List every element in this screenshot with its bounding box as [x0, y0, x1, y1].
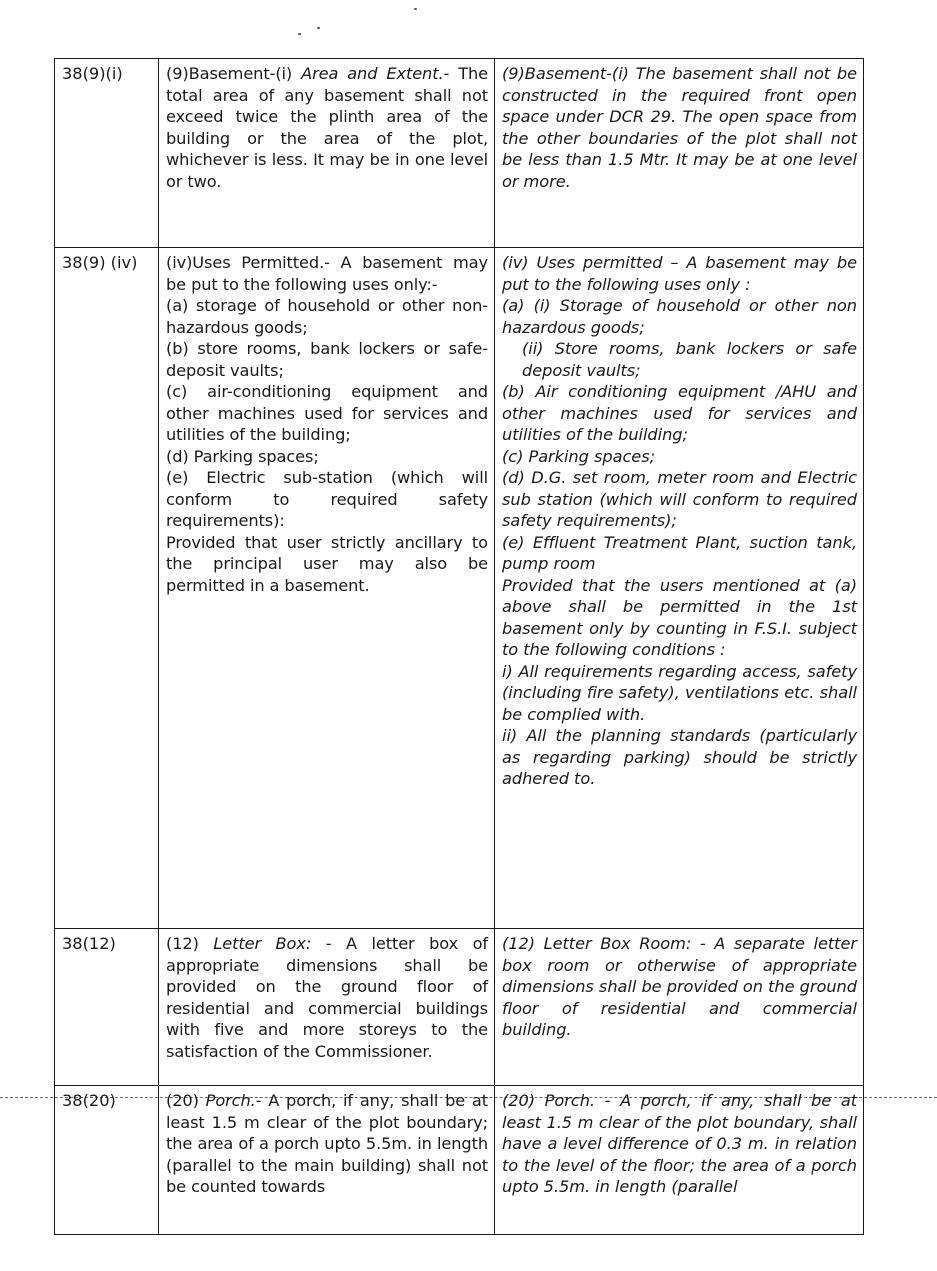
existing-regulation-text: [159, 929, 495, 1086]
regulation-line: (d) D.G. set room, meter room and Electric sub station (which will conform to required safety requirements);: [502, 468, 857, 530]
regulation-heading: (9)Basement-(i): [166, 64, 302, 83]
existing-regulation-text: [159, 248, 495, 929]
existing-regulation-text: [159, 1086, 495, 1235]
regulation-line: (e) Electric sub-station (which will conform to required safety requirements):: [166, 468, 488, 530]
regulation-heading: (12): [166, 934, 214, 953]
regulation-line: (c) Parking spaces;: [502, 446, 655, 466]
regulation-line: ii) All the planning standards (particularly as regarding parking) should be strictly adhered to.: [502, 726, 857, 788]
table-row: [55, 248, 864, 929]
regulation-line: Provided that user strictly ancillary to the principal user may also be permitted in a basement.: [166, 532, 488, 595]
clause-number: 38(12): [55, 929, 159, 1086]
regulation-line: Provided that the users mentioned at (a) above shall be permitted in the 1st basement only by counting in F.S.I. subject to the following conditions :: [502, 575, 857, 659]
regulation-line: (a) storage of household or other non-hazardous goods;: [166, 296, 488, 337]
regulation-heading: (20): [166, 1091, 206, 1110]
proposed-regulation-text: [495, 248, 864, 929]
regulation-line: (ii) Store rooms, bank lockers or safe deposit vaults;: [522, 339, 857, 380]
regulation-heading-italic: Area and Extent.: [301, 64, 444, 83]
proposed-regulation-text: (20) Porch. - A porch, if any, shall be at least 1.5 m clear of the plot boundary, shall have a level difference of 0.3 m. in relation to the level of the floor; the area of a porch upto 5.5m. in length (parallel: [495, 1086, 864, 1235]
regulation-comparison-table: [54, 58, 864, 1235]
existing-regulation-text: [159, 59, 495, 248]
regulation-body: - The total area of any basement shall not exceed twice the plinth area of the building or the area of the plot, whichever is less. It may be in one level or two.: [166, 64, 489, 191]
proposed-regulation-text: (12) Letter Box Room: - A separate letter box room or otherwise of appropriate dimensions shall be provided on the ground floor of residential and commercial building.: [495, 929, 864, 1086]
regulation-heading-italic: Porch.: [205, 1091, 256, 1110]
clause-number: 38(9) (iv): [55, 248, 159, 929]
regulation-body: - A porch, if any, shall be at least 1.5 m clear of the plot boundary; the area of a porch upto 5.5m. in length (parallel to the main building) shall not be counted towards: [166, 1091, 489, 1196]
scan-speck: [298, 33, 301, 35]
scan-speck: [414, 8, 417, 10]
regulation-line: (d) Parking spaces;: [166, 446, 319, 466]
scan-speck: [317, 27, 320, 29]
regulation-body: - A letter box of appropriate dimensions shall be provided on the ground floor of residential and commercial buildings with five and more storeys to the satisfaction of the Commissioner.: [166, 934, 488, 1061]
regulation-heading-italic: Letter Box:: [213, 934, 312, 953]
regulation-line: (iv)Uses Permitted.- A basement may be put to the following uses only:-: [166, 253, 488, 294]
clause-number: 38(9)(i): [55, 59, 159, 248]
regulation-line: (a) (i) Storage of household or other non hazardous goods;: [502, 296, 857, 337]
table-row: [55, 1086, 864, 1235]
table-row: [55, 929, 864, 1086]
regulation-line: (b) store rooms, bank lockers or safe-deposit vaults;: [166, 339, 488, 380]
table-row: [55, 59, 864, 248]
regulation-line: (iv) Uses permitted – A basement may be put to the following uses only :: [502, 253, 857, 294]
regulation-line: i) All requirements regarding access, safety (including fire safety), ventilations etc. shall be complied with.: [502, 661, 857, 724]
clause-number: 38(20): [55, 1086, 159, 1235]
regulation-line: (e) Effluent Treatment Plant, suction tank, pump room: [502, 532, 857, 573]
proposed-regulation-text: (9)Basement-(i) The basement shall not be constructed in the required front open space under DCR 29. The open space from the other boundaries of the plot shall not be less than 1.5 Mtr. It may be at one level or more.: [495, 59, 864, 248]
regulation-line: (c) air-conditioning equipment and other machines used for services and utilities of the building;: [166, 382, 488, 444]
regulation-line: (b) Air conditioning equipment /AHU and other machines used for services and utilities of the building;: [502, 382, 857, 444]
